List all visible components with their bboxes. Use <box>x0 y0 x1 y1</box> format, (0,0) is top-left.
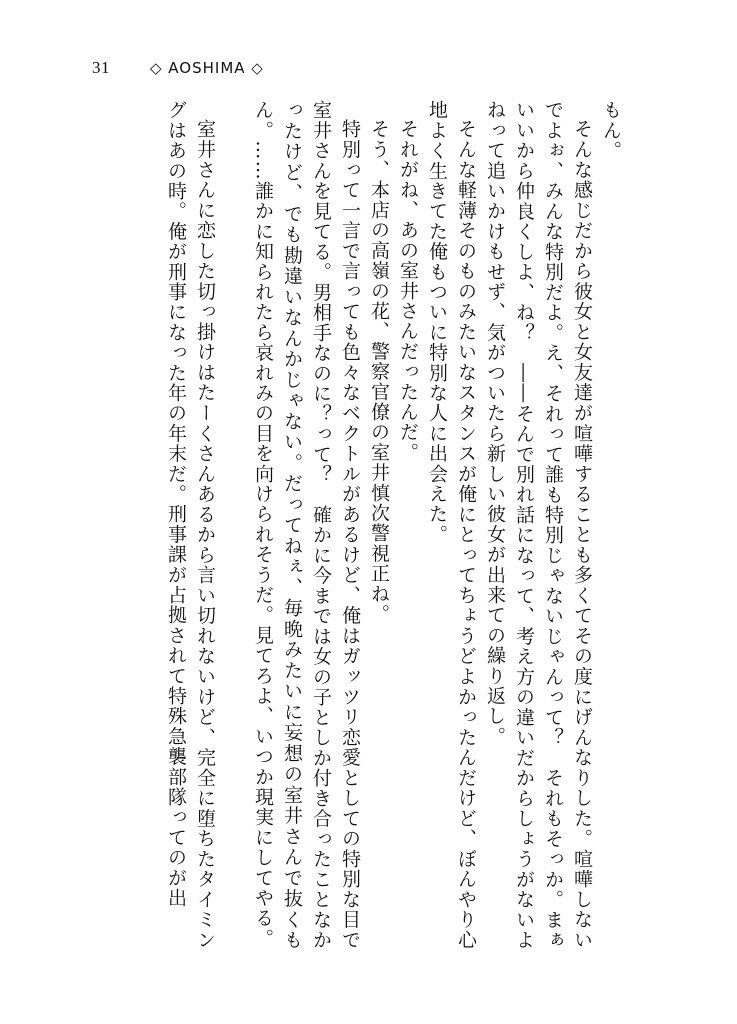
page-number: 31 <box>92 58 110 77</box>
paragraph-5: そう、本店の高嶺の花、警察官僚の室井慎次警視正ね。 <box>368 119 390 624</box>
paragraph-1: もん。 <box>600 100 622 161</box>
paragraph-3: そんな軽薄そのものみたいなスタンスが俺にとってちょうどよかったんだけど、ぼんやり心地よく生きてた俺もついに特別な人に出会えた。 <box>426 100 477 950</box>
vertical-body-text <box>105 100 625 950</box>
running-title: ◇ AOSHIMA ◇ <box>150 59 264 77</box>
blank-line <box>219 100 248 950</box>
paragraph-6: 特別って一言で言っても色々なベクトルがあるけど、俺はガッツリ恋愛としての特別な目で室井さんを見てる。男相手なのに？って？ 確かに今までは女の子としか付き合ったことなかったけど、でも勘違いなんかじゃない。だってねぇ、毎晩みたいに妄想の室井さんで抜くもん。……誰かに知られたら哀れみの目を向けられそうだ。見てろよ、いつか現実にしてやる。 <box>252 100 361 950</box>
paragraph-4: それがね、あの室井さんだったんだ。 <box>397 119 419 463</box>
page-header <box>92 58 264 78</box>
paragraph-7: 室井さんに恋した切っ掛けはたーくさんあるから言い切れないけど、完全に堕ちたタイミングはあの時。俺が刑事になった年の年末だ。刑事課が占拠されて特殊急襲部隊ってのが出 <box>165 100 216 950</box>
paragraph-2: そんな感じだから彼女と女友達が喧嘩することも多くてその度にげんなりした。喧嘩しないでよぉ、みんな特別だよ。え、それって誰も特別じゃないじゃんって？ それもそっか。まぁいいから仲良くしよ、ね？ ――そんで別れ話になって、考え方の違いだからしょうがないよねって追いかけもせず、気がついたら新しい彼女が出来ての繰り返し。 <box>484 100 593 950</box>
